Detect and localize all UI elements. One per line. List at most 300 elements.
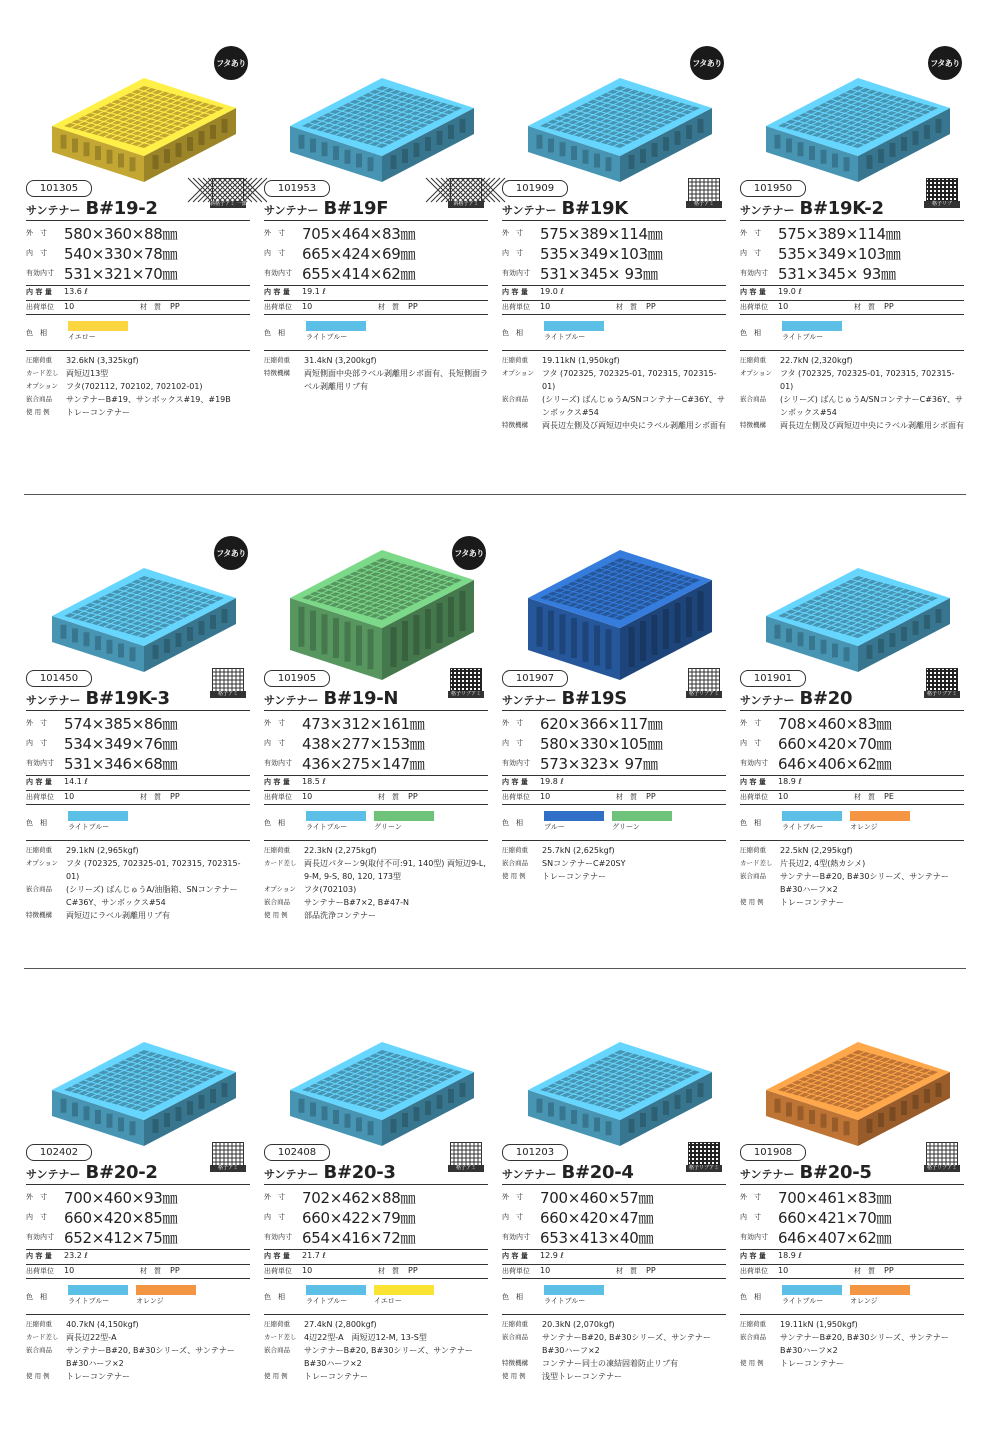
swatch-color-name: オレンジ xyxy=(850,1297,878,1305)
spec-note-label: 圧縮荷重 xyxy=(740,846,766,854)
tray-illustration xyxy=(738,508,966,666)
spec-note xyxy=(740,896,966,909)
product-prefix: サンテナー xyxy=(502,1168,557,1181)
divider xyxy=(26,1249,250,1250)
effective-dimension: 有効内寸 436×275×147㎜ xyxy=(264,754,425,773)
spec-note xyxy=(26,354,252,367)
spec-note-value: 部品洗浄コンテナー xyxy=(304,911,376,920)
tray-illustration xyxy=(500,508,728,666)
spec-note-value: フタ(702103) xyxy=(304,885,357,894)
material: 材 質 PP xyxy=(616,792,656,801)
effective-dimension: 有効内寸 652×412×75㎜ xyxy=(26,1228,178,1247)
inner-dimension: 内 寸 580×330×105㎜ xyxy=(502,734,663,753)
bottom-pattern-label: 格子アミ xyxy=(686,201,722,208)
spec-note xyxy=(264,1370,490,1383)
product-photo xyxy=(262,508,490,666)
spec-note-value: サンテナーB#20, B#30シリーズ、サンテナーB#30ハーフ×2 xyxy=(542,1333,711,1355)
spec-note-label: 嵌合商品 xyxy=(740,395,766,403)
spec-note-label: 圧縮荷重 xyxy=(740,356,766,364)
divider xyxy=(740,1278,964,1279)
effective-dimension: 有効内寸 655×414×62㎜ xyxy=(264,264,416,283)
divider xyxy=(26,314,250,315)
bottom-pattern-label: 斜格子アミ xyxy=(448,201,484,208)
dimensions xyxy=(502,223,726,283)
dimensions xyxy=(264,1187,488,1247)
spec-note xyxy=(740,1331,966,1357)
outer-dimension: 外 寸 700×461×83㎜ xyxy=(740,1188,892,1207)
product-prefix: サンテナー xyxy=(264,1168,319,1181)
product-prefix: サンテナー xyxy=(740,694,795,707)
spec-note-value: 22.5kN (2,295kgf) xyxy=(780,846,853,855)
spec-note xyxy=(264,896,490,909)
spec-note-value: 22.7kN (2,320kgf) xyxy=(780,356,853,365)
swatch-color-box xyxy=(544,321,604,331)
tray-illustration xyxy=(262,982,490,1140)
spec-note-label: 嵌合商品 xyxy=(740,872,766,880)
spec-note-label: オプション xyxy=(26,859,58,867)
tray-illustration xyxy=(262,508,490,666)
divider xyxy=(740,350,964,351)
product-name xyxy=(264,198,388,219)
spec-note xyxy=(502,1357,728,1370)
spec-note-label: オプション xyxy=(502,369,534,377)
inner-dimension: 内 寸 438×277×153㎜ xyxy=(264,734,425,753)
spec-note-label: 嵌合商品 xyxy=(26,395,52,403)
spec-note-label: 使 用 例 xyxy=(264,1372,288,1380)
shipping-unit: 出荷単位 10 材 質 PP xyxy=(740,302,894,311)
color-swatch xyxy=(782,321,842,342)
grid-mesh-icon xyxy=(450,1142,482,1174)
material: 材 質 PP xyxy=(140,1266,180,1275)
color-options: 色 相 ライトブルー xyxy=(26,811,250,837)
divider xyxy=(26,1314,250,1315)
spec-note-label: 圧縮荷重 xyxy=(502,846,528,854)
product-model: B#20-5 xyxy=(799,1162,872,1183)
tray-illustration xyxy=(262,18,490,176)
product-photo xyxy=(500,18,728,176)
inner-dimension: 内 寸 660×421×70㎜ xyxy=(740,1208,892,1227)
bottom-pattern-label: 格子リブ xyxy=(924,201,960,208)
spec-note-value: サンテナーB#20, B#30シリーズ、サンテナーB#30ハーフ×2 xyxy=(304,1346,473,1368)
bottom-pattern-label: 格子リブアミ xyxy=(686,1165,722,1172)
spec-note-value: 両長辺パターン9(取付不可:91, 140型) 両短辺9-L, 9-M, 9-S, 80, 120, 173型 xyxy=(304,859,486,881)
spec-note-label: 使 用 例 xyxy=(26,1372,50,1380)
material: 材 質 PP xyxy=(854,302,894,311)
spec-note-value: 両短辺13型 xyxy=(66,369,109,378)
swatch-color-box xyxy=(782,321,842,331)
outer-dimension: 外 寸 700×460×93㎜ xyxy=(26,1188,178,1207)
divider xyxy=(740,804,964,805)
divider xyxy=(740,220,964,221)
rib-mesh-icon xyxy=(926,668,958,700)
diagonal-mesh-icon xyxy=(450,178,482,210)
bottom-pattern-label: 斜格子アミ 一部ベタ xyxy=(210,201,257,207)
swatch-color-box xyxy=(850,1285,910,1295)
divider xyxy=(502,314,726,315)
product-photo xyxy=(738,18,966,176)
dimensions xyxy=(26,1187,250,1247)
spec-notes xyxy=(502,354,728,432)
color-swatch xyxy=(850,1285,910,1306)
divider xyxy=(264,1314,488,1315)
product-card xyxy=(262,18,490,478)
product-prefix: サンテナー xyxy=(502,204,557,217)
color-swatch xyxy=(850,811,910,832)
swatch-color-box xyxy=(850,811,910,821)
swatch-color-name: オレンジ xyxy=(136,1297,164,1305)
lid-available-badge: フタあり xyxy=(452,536,486,570)
rib-mesh-icon xyxy=(450,668,482,700)
spec-note-value: 32.6kN (3,325kgf) xyxy=(66,356,139,365)
divider xyxy=(502,775,726,776)
inner-dimension: 内 寸 665×424×69㎜ xyxy=(264,244,416,263)
swatch-color-box xyxy=(68,811,128,821)
spec-notes xyxy=(740,1318,966,1370)
spec-note-value: フタ(702112, 702102, 702102-01) xyxy=(66,382,203,391)
product-name xyxy=(26,1162,158,1183)
swatch-color-box xyxy=(612,811,672,821)
spec-note xyxy=(740,1318,966,1331)
spec-note-value: 22.3kN (2,275kgf) xyxy=(304,846,377,855)
product-card xyxy=(262,508,490,968)
inner-dimension: 内 寸 660×420×47㎜ xyxy=(502,1208,654,1227)
effective-dimension: 有効内寸 653×413×40㎜ xyxy=(502,1228,654,1247)
spec-note xyxy=(26,380,252,393)
dimensions xyxy=(502,713,726,773)
color-options: 色 相 イエロー xyxy=(26,321,250,347)
divider xyxy=(26,1264,250,1265)
outer-dimension: 外 寸 708×460×83㎜ xyxy=(740,714,892,733)
spec-note-label: 使 用 例 xyxy=(740,898,764,906)
divider xyxy=(264,790,488,791)
tray-illustration xyxy=(24,982,252,1140)
spec-note xyxy=(264,909,490,922)
product-name xyxy=(502,1162,634,1183)
spec-note xyxy=(26,406,252,419)
divider xyxy=(502,1314,726,1315)
spec-note-label: オプション xyxy=(740,369,772,377)
product-model: B#19S xyxy=(561,688,627,709)
outer-dimension: 外 寸 574×385×86㎜ xyxy=(26,714,178,733)
product-name xyxy=(740,688,852,709)
color-swatch xyxy=(306,321,366,342)
product-model: B#20 xyxy=(799,688,853,709)
rib-mesh-icon xyxy=(688,1142,720,1174)
spec-note xyxy=(264,367,490,393)
spec-note-value: 片長辺2, 4型(熱カシメ) xyxy=(780,859,866,868)
spec-note-value: 両長辺22型-A xyxy=(66,1333,117,1342)
dimensions xyxy=(740,223,964,283)
divider xyxy=(264,1249,488,1250)
spec-note-value: 19.11kN (1,950kgf) xyxy=(780,1320,858,1329)
spec-notes xyxy=(264,844,490,922)
spec-note-label: 特徴機構 xyxy=(26,911,52,919)
color-swatch xyxy=(782,1285,842,1306)
spec-note-value: 浅型トレーコンテナー xyxy=(542,1372,622,1381)
spec-note-label: 嵌合商品 xyxy=(26,1346,52,1354)
product-model: B#19-2 xyxy=(85,198,158,219)
divider xyxy=(264,285,488,286)
effective-dimension: 有効内寸 654×416×72㎜ xyxy=(264,1228,416,1247)
swatch-color-name: グリーン xyxy=(374,823,402,831)
swatch-color-box xyxy=(374,1285,434,1295)
product-card xyxy=(262,982,490,1442)
divider xyxy=(502,220,726,221)
spec-note-value: (シリーズ) ばんじゅうA/SNコンテナーC#36Y、サンボックス#54 xyxy=(542,395,725,417)
bottom-pattern-label: 格子リブアミ xyxy=(448,691,484,698)
spec-note xyxy=(26,909,252,922)
material: 材 質 PP xyxy=(378,302,418,311)
swatch-color-box xyxy=(306,1285,366,1295)
swatch-color-name: ライトブルー xyxy=(306,1297,348,1305)
divider xyxy=(264,710,488,711)
divider xyxy=(502,1249,726,1250)
swatch-color-name: ライトブルー xyxy=(782,333,824,341)
spec-note-label: カード差し xyxy=(26,369,59,377)
color-swatch xyxy=(544,1285,604,1306)
spec-note xyxy=(502,1318,728,1331)
spec-note xyxy=(26,393,252,406)
capacity: 内 容 量 19.1 ℓ xyxy=(264,287,326,296)
product-model: B#20-2 xyxy=(85,1162,158,1183)
tray-illustration xyxy=(24,18,252,176)
divider xyxy=(502,804,726,805)
swatch-color-name: ライトブルー xyxy=(306,333,348,341)
material: 材 質 PP xyxy=(378,1266,418,1275)
grid-mesh-icon xyxy=(212,668,244,700)
spec-note xyxy=(264,1344,490,1370)
spec-note xyxy=(502,870,728,883)
product-name xyxy=(26,688,170,709)
swatch-color-box xyxy=(136,1285,196,1295)
divider xyxy=(26,285,250,286)
product-model: B#19K-3 xyxy=(85,688,170,709)
divider xyxy=(740,710,964,711)
grid-mesh-icon xyxy=(688,668,720,700)
product-card xyxy=(24,508,252,968)
product-photo xyxy=(738,508,966,666)
spec-note-value: (シリーズ) ばんじゅうA/油脂箱、SNコンテナーC#36Y、サンボックス#54 xyxy=(66,885,238,907)
spec-note-value: 両短側面中央部ラベル剥離用シボ面有、長短側面ラベル剥離用リブ有 xyxy=(304,369,488,391)
color-swatch xyxy=(68,321,128,342)
product-code: 101908 xyxy=(740,1144,806,1161)
swatch-color-name: ライトブルー xyxy=(544,333,586,341)
divider xyxy=(502,285,726,286)
effective-dimension: 有効内寸 531×321×70㎜ xyxy=(26,264,178,283)
spec-note-label: 圧縮荷重 xyxy=(740,1320,766,1328)
spec-note-label: カード差し xyxy=(26,1333,59,1341)
product-photo xyxy=(24,982,252,1140)
spec-note-value: 19.11kN (1,950kgf) xyxy=(542,356,620,365)
spec-note-label: 使 用 例 xyxy=(740,1359,764,1367)
color-options: 色 相 ライトブルー オレンジ xyxy=(26,1285,250,1311)
spec-note xyxy=(26,1370,252,1383)
product-model: B#19-N xyxy=(323,688,399,709)
dimensions xyxy=(502,1187,726,1247)
spec-note xyxy=(502,844,728,857)
outer-dimension: 外 寸 620×366×117㎜ xyxy=(502,714,663,733)
product-model: B#20-3 xyxy=(323,1162,396,1183)
swatch-color-box xyxy=(544,811,604,821)
divider xyxy=(502,1264,726,1265)
divider xyxy=(740,1314,964,1315)
spec-note xyxy=(502,1370,728,1383)
inner-dimension: 内 寸 660×420×85㎜ xyxy=(26,1208,178,1227)
product-model: B#20-4 xyxy=(561,1162,634,1183)
spec-note-label: 使 用 例 xyxy=(502,872,526,880)
swatch-color-box xyxy=(544,1285,604,1295)
spec-note-label: 特徴機構 xyxy=(264,369,290,377)
spec-note-value: 40.7kN (4,150kgf) xyxy=(66,1320,139,1329)
product-card xyxy=(500,18,728,478)
product-code: 101450 xyxy=(26,670,92,687)
spec-note xyxy=(264,354,490,367)
product-model: B#19K-2 xyxy=(799,198,884,219)
color-options: 色 相 ライトブルー オレンジ xyxy=(740,1285,964,1311)
shipping-unit: 出荷単位 10 材 質 PP xyxy=(26,792,180,801)
divider xyxy=(264,840,488,841)
spec-note-label: オプション xyxy=(26,382,58,390)
shipping-unit: 出荷単位 10 材 質 PE xyxy=(740,792,894,801)
product-photo xyxy=(24,18,252,176)
spec-note-label: 圧縮荷重 xyxy=(264,846,290,854)
spec-note-value: サンテナーB#20, B#30シリーズ、サンテナーB#30ハーフ×2 xyxy=(780,1333,949,1355)
divider xyxy=(502,840,726,841)
bottom-pattern-label: 格子リブアミ xyxy=(924,1165,960,1172)
spec-note xyxy=(26,1318,252,1331)
tray-illustration xyxy=(500,982,728,1140)
spec-note-value: フタ (702325, 702325-01, 702315, 702315-01) xyxy=(542,369,717,391)
spec-notes xyxy=(740,844,966,909)
capacity: 内 容 量 19.8 ℓ xyxy=(502,777,564,786)
product-prefix: サンテナー xyxy=(26,204,81,217)
capacity: 内 容 量 14.1 ℓ xyxy=(26,777,88,786)
swatch-color-name: ライトブルー xyxy=(306,823,348,831)
color-swatch xyxy=(68,1285,128,1306)
product-code: 101901 xyxy=(740,670,806,687)
capacity: 内 容 量 19.0 ℓ xyxy=(502,287,564,296)
dimensions xyxy=(264,223,488,283)
tray-illustration xyxy=(500,18,728,176)
color-swatch xyxy=(782,811,842,832)
swatch-color-box xyxy=(68,321,128,331)
bottom-pattern-label: 格子アミ xyxy=(210,1165,246,1172)
spec-note-label: 嵌合商品 xyxy=(26,885,52,893)
divider xyxy=(26,710,250,711)
spec-note-label: 圧縮荷重 xyxy=(26,1320,52,1328)
product-prefix: サンテナー xyxy=(26,1168,81,1181)
capacity: 内 容 量 12.9 ℓ xyxy=(502,1251,564,1260)
spec-note-label: 圧縮荷重 xyxy=(502,356,528,364)
material: 材 質 PP xyxy=(378,792,418,801)
spec-note xyxy=(264,883,490,896)
divider xyxy=(264,1264,488,1265)
spec-note xyxy=(264,844,490,857)
spec-note xyxy=(502,367,728,393)
divider xyxy=(740,775,964,776)
spec-note-value: 両短辺にラベル剥離用リブ有 xyxy=(66,911,170,920)
product-card xyxy=(500,982,728,1442)
divider xyxy=(502,1278,726,1279)
spec-note xyxy=(740,393,966,419)
capacity: 内 容 量 21.7 ℓ xyxy=(264,1251,326,1260)
product-name xyxy=(26,198,158,219)
divider xyxy=(740,840,964,841)
grid-mesh-icon xyxy=(926,1142,958,1174)
product-card xyxy=(24,982,252,1442)
swatch-color-name: ライトブルー xyxy=(544,1297,586,1305)
divider xyxy=(26,220,250,221)
swatch-color-name: イエロー xyxy=(374,1297,402,1305)
color-options: 色 相 ライトブルー イエロー xyxy=(264,1285,488,1311)
divider xyxy=(264,314,488,315)
outer-dimension: 外 寸 575×389×114㎜ xyxy=(502,224,663,243)
swatch-color-name: イエロー xyxy=(68,333,96,341)
product-name xyxy=(264,688,398,709)
spec-note xyxy=(740,844,966,857)
divider xyxy=(264,220,488,221)
spec-notes xyxy=(502,844,728,883)
product-code: 101305 xyxy=(26,180,92,197)
spec-note-label: 特徴機構 xyxy=(740,421,766,429)
swatch-color-name: ライトブルー xyxy=(782,1297,824,1305)
product-code: 101950 xyxy=(740,180,806,197)
divider xyxy=(502,710,726,711)
spec-note xyxy=(26,1344,252,1370)
color-swatch xyxy=(374,811,434,832)
spec-note-value: トレーコンテナー xyxy=(304,1372,368,1381)
spec-note xyxy=(740,857,966,870)
spec-note xyxy=(502,857,728,870)
divider xyxy=(740,1249,964,1250)
effective-dimension: 有効内寸 646×407×62㎜ xyxy=(740,1228,892,1247)
effective-dimension: 有効内寸 573×323× 97㎜ xyxy=(502,754,658,773)
spec-note-label: カード差し xyxy=(264,1333,297,1341)
swatch-color-box xyxy=(306,321,366,331)
swatch-color-box xyxy=(782,1285,842,1295)
product-model: B#19F xyxy=(323,198,389,219)
material: 材 質 PP xyxy=(140,792,180,801)
spec-note-value: 20.3kN (2,070kgf) xyxy=(542,1320,615,1329)
capacity: 内 容 量 18.9 ℓ xyxy=(740,777,802,786)
spec-notes xyxy=(26,1318,252,1383)
lid-available-badge: フタあり xyxy=(214,536,248,570)
spec-note xyxy=(264,1318,490,1331)
swatch-color-box xyxy=(374,811,434,821)
inner-dimension: 内 寸 660×420×70㎜ xyxy=(740,734,892,753)
swatch-color-box xyxy=(306,811,366,821)
divider xyxy=(264,300,488,301)
outer-dimension: 外 寸 473×312×161㎜ xyxy=(264,714,425,733)
divider xyxy=(264,804,488,805)
grid-mesh-icon xyxy=(688,178,720,210)
divider xyxy=(26,804,250,805)
capacity: 内 容 量 23.2 ℓ xyxy=(26,1251,88,1260)
spec-note-label: 使 用 例 xyxy=(26,408,50,416)
divider xyxy=(26,1278,250,1279)
spec-note-value: 両長辺左側及び両短辺中央にラベル剥離用シボ面有 xyxy=(780,421,964,430)
swatch-color-name: グリーン xyxy=(612,823,640,831)
spec-note-value: 4辺22型-A 両短辺12-M, 13-S型 xyxy=(304,1333,427,1342)
product-name xyxy=(502,688,627,709)
product-name xyxy=(740,198,884,219)
shipping-unit: 出荷単位 10 材 質 PP xyxy=(264,1266,418,1275)
swatch-color-box xyxy=(68,1285,128,1295)
color-swatch xyxy=(544,321,604,342)
swatch-color-name: ブルー xyxy=(544,823,565,831)
product-prefix: サンテナー xyxy=(502,694,557,707)
swatch-color-name: ライトブルー xyxy=(782,823,824,831)
